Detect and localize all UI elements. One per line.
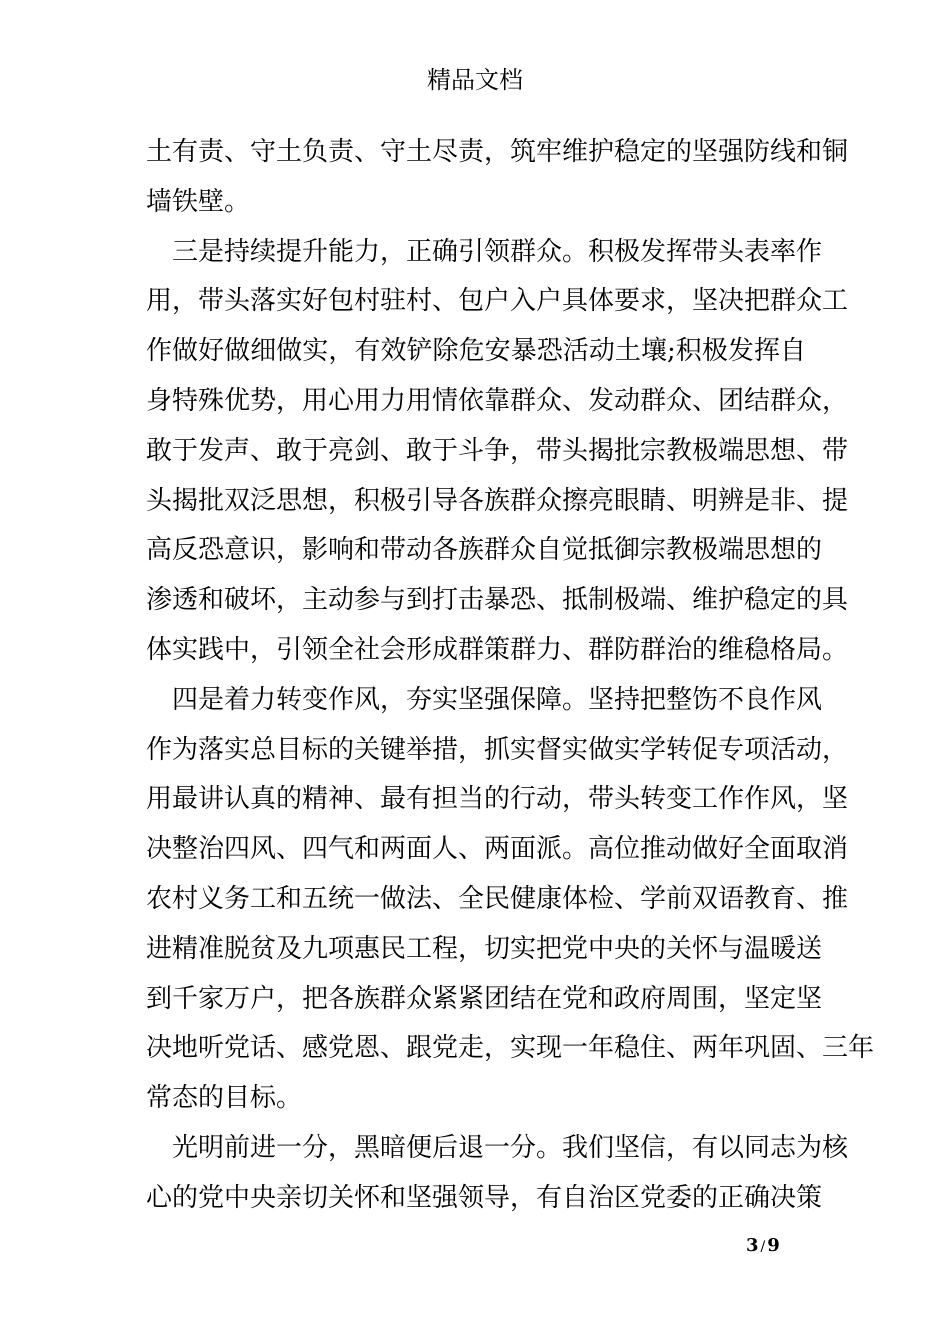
text-line: 农村义务工和五统一做法、全民健康体检、学前双语教育、推 (146, 883, 849, 914)
text-line: 墙铁壁。 (146, 186, 251, 217)
page-number (746, 1234, 780, 1259)
text-line: 作为落实总目标的关键举措，抓实督实做实学转促专项活动， (146, 734, 849, 765)
paragraph-first-line: 三是持续提升能力，正确引领群众。积极发挥带头表率作 (172, 236, 823, 267)
paragraph-first-line: 四是着力转变作风，夯实坚强保障。坚持把整饬不良作风 (172, 684, 823, 715)
text-line: 作做好做细做实，有效铲除危安暴恐活动土壤;积极发挥自 (146, 336, 806, 367)
text-line: 常态的目标。 (146, 1083, 303, 1114)
text-line: 决地听党话、感党恩、跟党走，实现一年稳住、两年巩固、三年 (146, 1033, 875, 1064)
text-line: 高反恐意识，影响和带动各族群众自觉抵御宗教极端思想的 (146, 535, 823, 566)
total-pages: 9 (767, 1235, 780, 1256)
text-line: 土有责、守土负责、守土尽责，筑牢维护稳定的坚强防线和铜 (146, 137, 849, 167)
text-line: 用，带头落实好包村驻村、包户入户具体要求，坚决把群众工 (146, 286, 849, 317)
text-line: 头揭批双泛思想，积极引导各族群众擦亮眼睛、明辨是非、提 (146, 485, 849, 516)
text-line: 用最讲认真的精神、最有担当的行动，带头转变工作作风，坚 (146, 784, 849, 815)
text-line: 到千家万户，把各族群众紧紧团结在党和政府周围，坚定坚 (146, 983, 823, 1014)
document-body (146, 128, 875, 1224)
text-line: 决整治四风、四气和两面人、两面派。高位推动做好全面取消 (146, 834, 849, 865)
text-line: 进精准脱贫及九项惠民工程，切实把党中央的关怀与温暖送 (146, 933, 823, 964)
text-line: 敢于发声、敢于亮剑、敢于斗争，带头揭批宗教极端思想、带 (146, 435, 849, 466)
paragraph-first-line: 光明前进一分，黑暗便后退一分。我们坚信，有以同志为核 (172, 1132, 849, 1163)
text-line: 心的党中央亲切关怀和坚强领导，有自治区党委的正确决策 (146, 1182, 823, 1213)
page-header-title: 精品文档 (427, 66, 523, 94)
page-separator: / (760, 1239, 766, 1255)
text-line: 身特殊优势，用心用力用情依靠群众、发动群众、团结群众， (146, 385, 849, 416)
text-line: 体实践中，引领全社会形成群策群力、群防群治的维稳格局。 (146, 634, 849, 665)
current-page: 3 (746, 1235, 759, 1256)
text-line: 渗透和破坏，主动参与到打击暴恐、抵制极端、维护稳定的具 (146, 585, 849, 616)
